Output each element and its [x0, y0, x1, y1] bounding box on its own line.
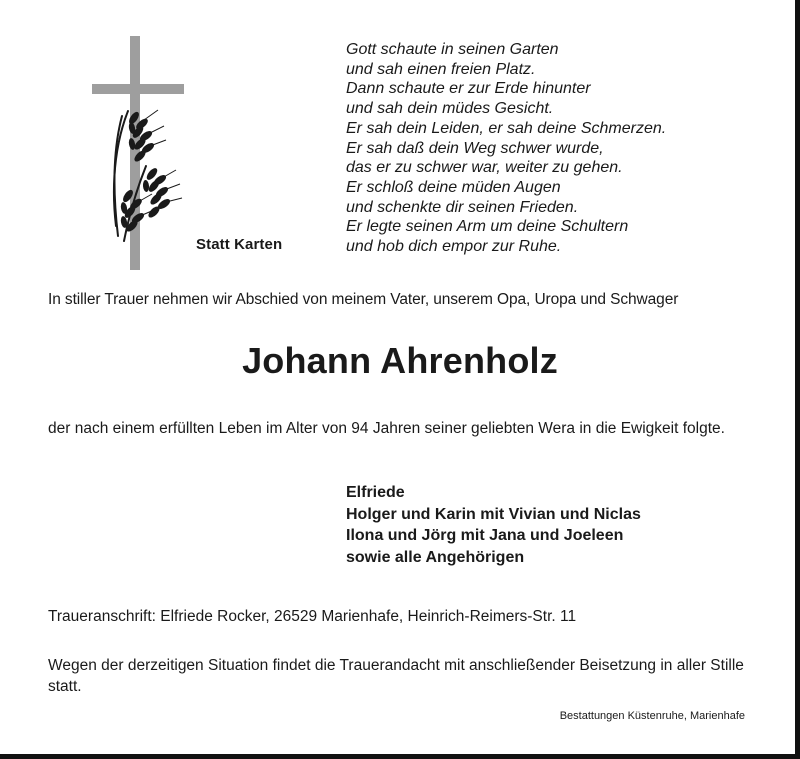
poem-line: Er sah dein Leiden, er sah deine Schmerzen.	[346, 119, 667, 137]
undertaker-credit: Bestattungen Küstenruhe, Marienhafe	[559, 710, 745, 722]
ceremony-note: Wegen der derzeitigen Situation findet die Trauerandacht mit anschließender Beisetzung in aller Stille statt.	[48, 657, 744, 695]
poem-line: Er sah daß dein Weg schwer wurde,	[346, 139, 604, 157]
mourning-address: Traueranschrift: Elfriede Rocker, 26529 Marienhafe, Heinrich-Reimers-Str. 11	[48, 608, 577, 625]
poem-line: Gott schaute in seinen Garten	[346, 41, 559, 58]
intro-text: In stiller Trauer nehmen wir Abschied von meinem Vater, unserem Opa, Uropa und Schwager	[48, 291, 679, 308]
poem-line: und hob dich empor zur Ruhe.	[346, 238, 562, 256]
poem-line: und sah einen freien Platz.	[346, 60, 536, 78]
mourner-line: Holger und Karin mit Vivian und Niclas	[346, 505, 641, 523]
poem-line: Er legte seinen Arm um deine Schultern	[346, 218, 629, 236]
deceased-name: Johann Ahrenholz	[242, 340, 558, 381]
cross-with-wheat-icon	[88, 36, 188, 272]
poem-line: und sah dein müdes Gesicht.	[346, 100, 554, 118]
mourners-list	[346, 482, 641, 568]
statt-karten-label: Statt Karten	[196, 236, 283, 253]
mourner-line: sowie alle Angehörigen	[346, 548, 525, 566]
poem-line: das er zu schwer war, weiter zu gehen.	[346, 159, 623, 177]
poem-line: Dann schaute er zur Erde hinunter	[346, 80, 591, 98]
mourner-line: Elfriede	[346, 484, 405, 501]
poem	[346, 40, 666, 257]
poem-line: und schenkte dir seinen Frieden.	[346, 198, 579, 216]
poem-line: Er schloß deine müden Augen	[346, 178, 561, 196]
mourner-line: Ilona und Jörg mit Jana und Joeleen	[346, 527, 624, 544]
description-text: der nach einem erfüllten Leben im Alter von 94 Jahren seiner geliebten Wera in die Ewigkeit folgte.	[48, 420, 725, 437]
